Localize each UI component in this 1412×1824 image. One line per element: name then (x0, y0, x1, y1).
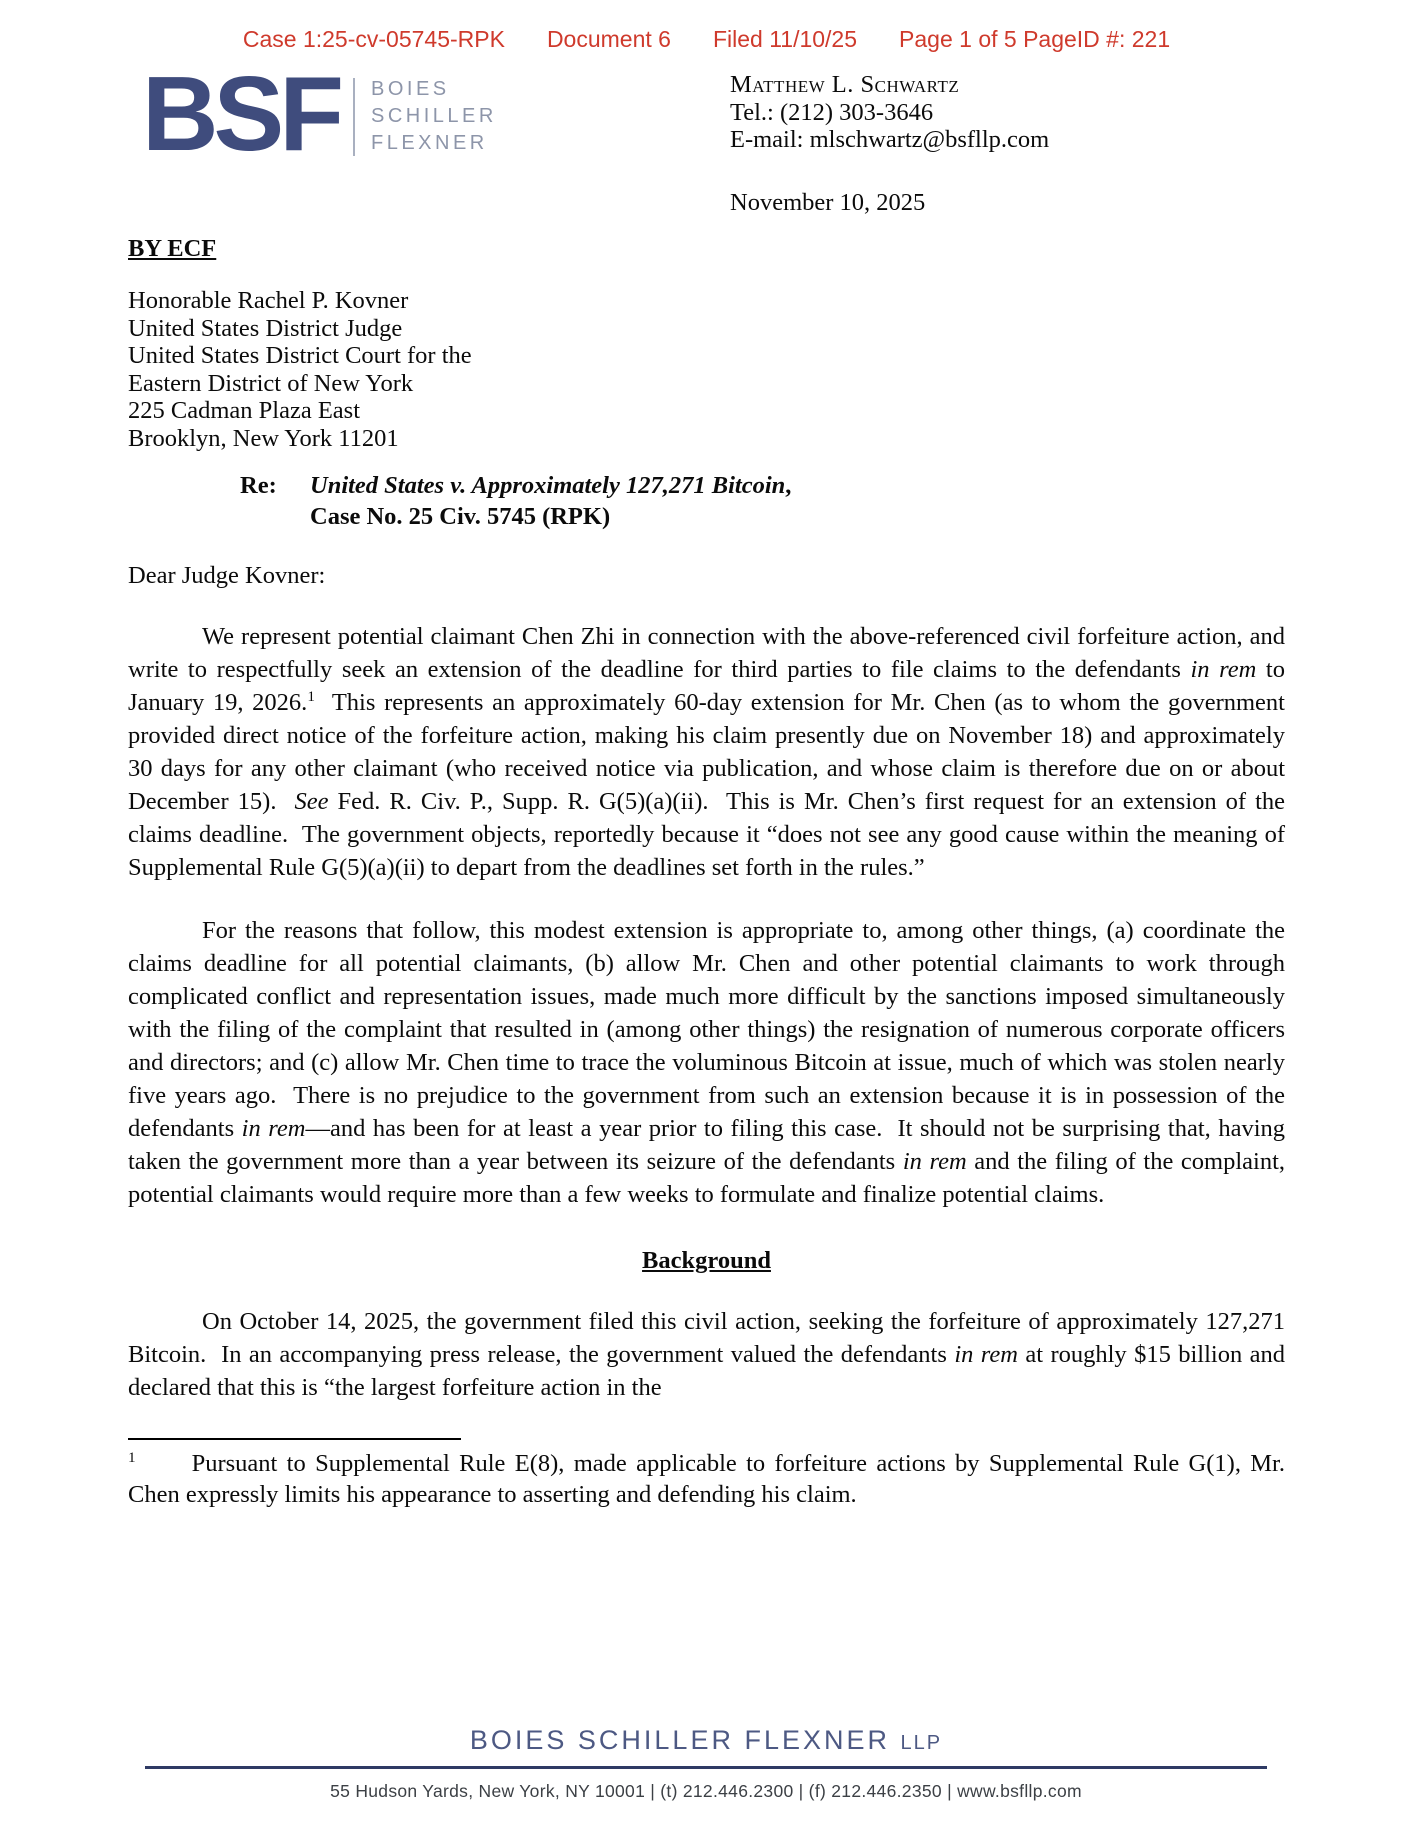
recipient-line: United States District Judge (128, 314, 403, 342)
delivery-method: BY ECF (128, 235, 217, 262)
recipient-line: United States District Court for the (128, 342, 472, 369)
salutation: Dear Judge Kovner: (128, 562, 326, 589)
footer-firm-suffix: LLP (900, 1732, 943, 1754)
body-paragraph-2: For the reasons that follow, this modest extension is appropriate to, among other things, (a) coordinate the claims deadline for all potential claimants, (b) allow Mr. Chen and other potential claimants to work through complicated conflict and representation issues, made much more difficult by the sanctions imposed simultaneously with the filing of the complaint that resulted in (among other things) the resignation of numerous corporate officers and directors; and (c) allow Mr. Chen time to trace the voluminous Bitcoin at issue, much of which was stolen nearly five years ago. There is no prejudice to the government from such an extension because it is in possession of the defendants in rem—and has been for at least a year prior to filing this case. It should not be surprising that, having taken the government more than a year between its seizure of the defendants in rem and the filing of the complaint, potential claimants would require more than a few weeks to formulate and finalize potential claims. (128, 917, 1286, 1208)
re-case-number: Case No. 25 Civ. 5745 (RPK) (310, 503, 611, 530)
section-heading-background: Background (642, 1247, 771, 1274)
re-line (240, 470, 1285, 532)
body-paragraph-3: On October 14, 2025, the government filed this civil action, seeking the forfeiture of approximately 127,271 Bitcoin. In an accompanying press release, the government valued the defendants in rem at roughly $15 billion and declared that this is “the largest forfeiture action in the (128, 1308, 1285, 1401)
recipient-line: Eastern District of New York (128, 369, 414, 397)
letter-date: November 10, 2025 (730, 189, 926, 216)
page-footer (0, 1725, 1412, 1802)
re-label: Re: (240, 472, 277, 499)
attorney-contact-block (730, 71, 1049, 154)
re-case-reference (310, 470, 791, 532)
attorney-name: Matthew L. Schwartz (730, 71, 960, 98)
footnote-marker: 1 (128, 1448, 136, 1466)
stamp-filed-date: Filed 11/10/25 (712, 26, 858, 52)
bsf-logo (142, 55, 497, 173)
stamp-document-number: Document 6 (546, 26, 671, 52)
footer-firm-name: BOIES SCHILLER FLEXNER LLP (469, 1725, 943, 1755)
footer-address: 55 Hudson Yards, New York, NY 10001 | (t) 212.446.2300 | (f) 212.446.2350 | www.bsfllp.com (330, 1781, 1082, 1801)
case-title: United States v. Approximately 127,271 Bitcoin (310, 472, 786, 499)
logo-firm-name-line: FLEXNER (371, 132, 488, 155)
attorney-email: E-mail: mlschwartz@bsfllp.com (730, 126, 1050, 153)
re-case-title-line: United States v. Approximately 127,271 Bitcoin, (310, 472, 792, 499)
stamp-page-info: Page 1 of 5 PageID #: 221 (899, 26, 1171, 52)
recipient-address-block (128, 287, 1285, 452)
footer-rule (145, 1766, 1267, 1769)
attorney-phone: Tel.: (212) 303-3646 (730, 98, 934, 126)
footnote-separator-rule (128, 1438, 461, 1440)
logo-firm-name-line: SCHILLER (371, 105, 497, 128)
court-stamp-header (128, 26, 1285, 53)
stamp-case-number: Case 1:25-cv-05745-RPK (242, 26, 505, 52)
body-paragraph-1: We represent potential claimant Chen Zhi in connection with the above-referenced civil forfeiture action, and write to respectfully seek an extension of the deadline for third parties to file claims to the defendants in rem to January 19, 2026.$^1$ This represents an approximately 60-day extension for Mr. Chen (as to whom the government provided direct notice of the forfeiture action, making his claim presently due on November 18) and approximately 30 days for any other claimant (who received notice via publication, and whose claim is therefore due on or about December 15). See Fed. R. Civ. P., Supp. R. G(5)(a)(ii). This is Mr. Chen’s first request for an extension of the claims deadline. The government objects, reportedly because it “does not see any good cause within the meaning of Supplemental Rule G(5)(a)(ii) to depart from the deadlines set forth in the rules.” (128, 623, 1285, 881)
recipient-line: 225 Cadman Plaza East (128, 397, 361, 424)
bsf-logo-mark: BSF (142, 55, 339, 173)
logo-firm-name-line: BOIES (371, 78, 450, 101)
letterhead (128, 55, 1285, 175)
logo-firm-name (371, 72, 497, 157)
logo-divider (353, 78, 355, 156)
footnote-text: $^1$ Pursuant to Supplemental Rule E(8), made applicable to forfeiture actions by Supplemental Rule G(1), Mr. Chen expressly limits his appearance to asserting and defending his claim. (128, 1448, 1285, 1508)
recipient-line: Brooklyn, New York 11201 (128, 424, 399, 452)
footnote-block (128, 1438, 1285, 1510)
recipient-line: Honorable Rachel P. Kovner (128, 287, 409, 314)
